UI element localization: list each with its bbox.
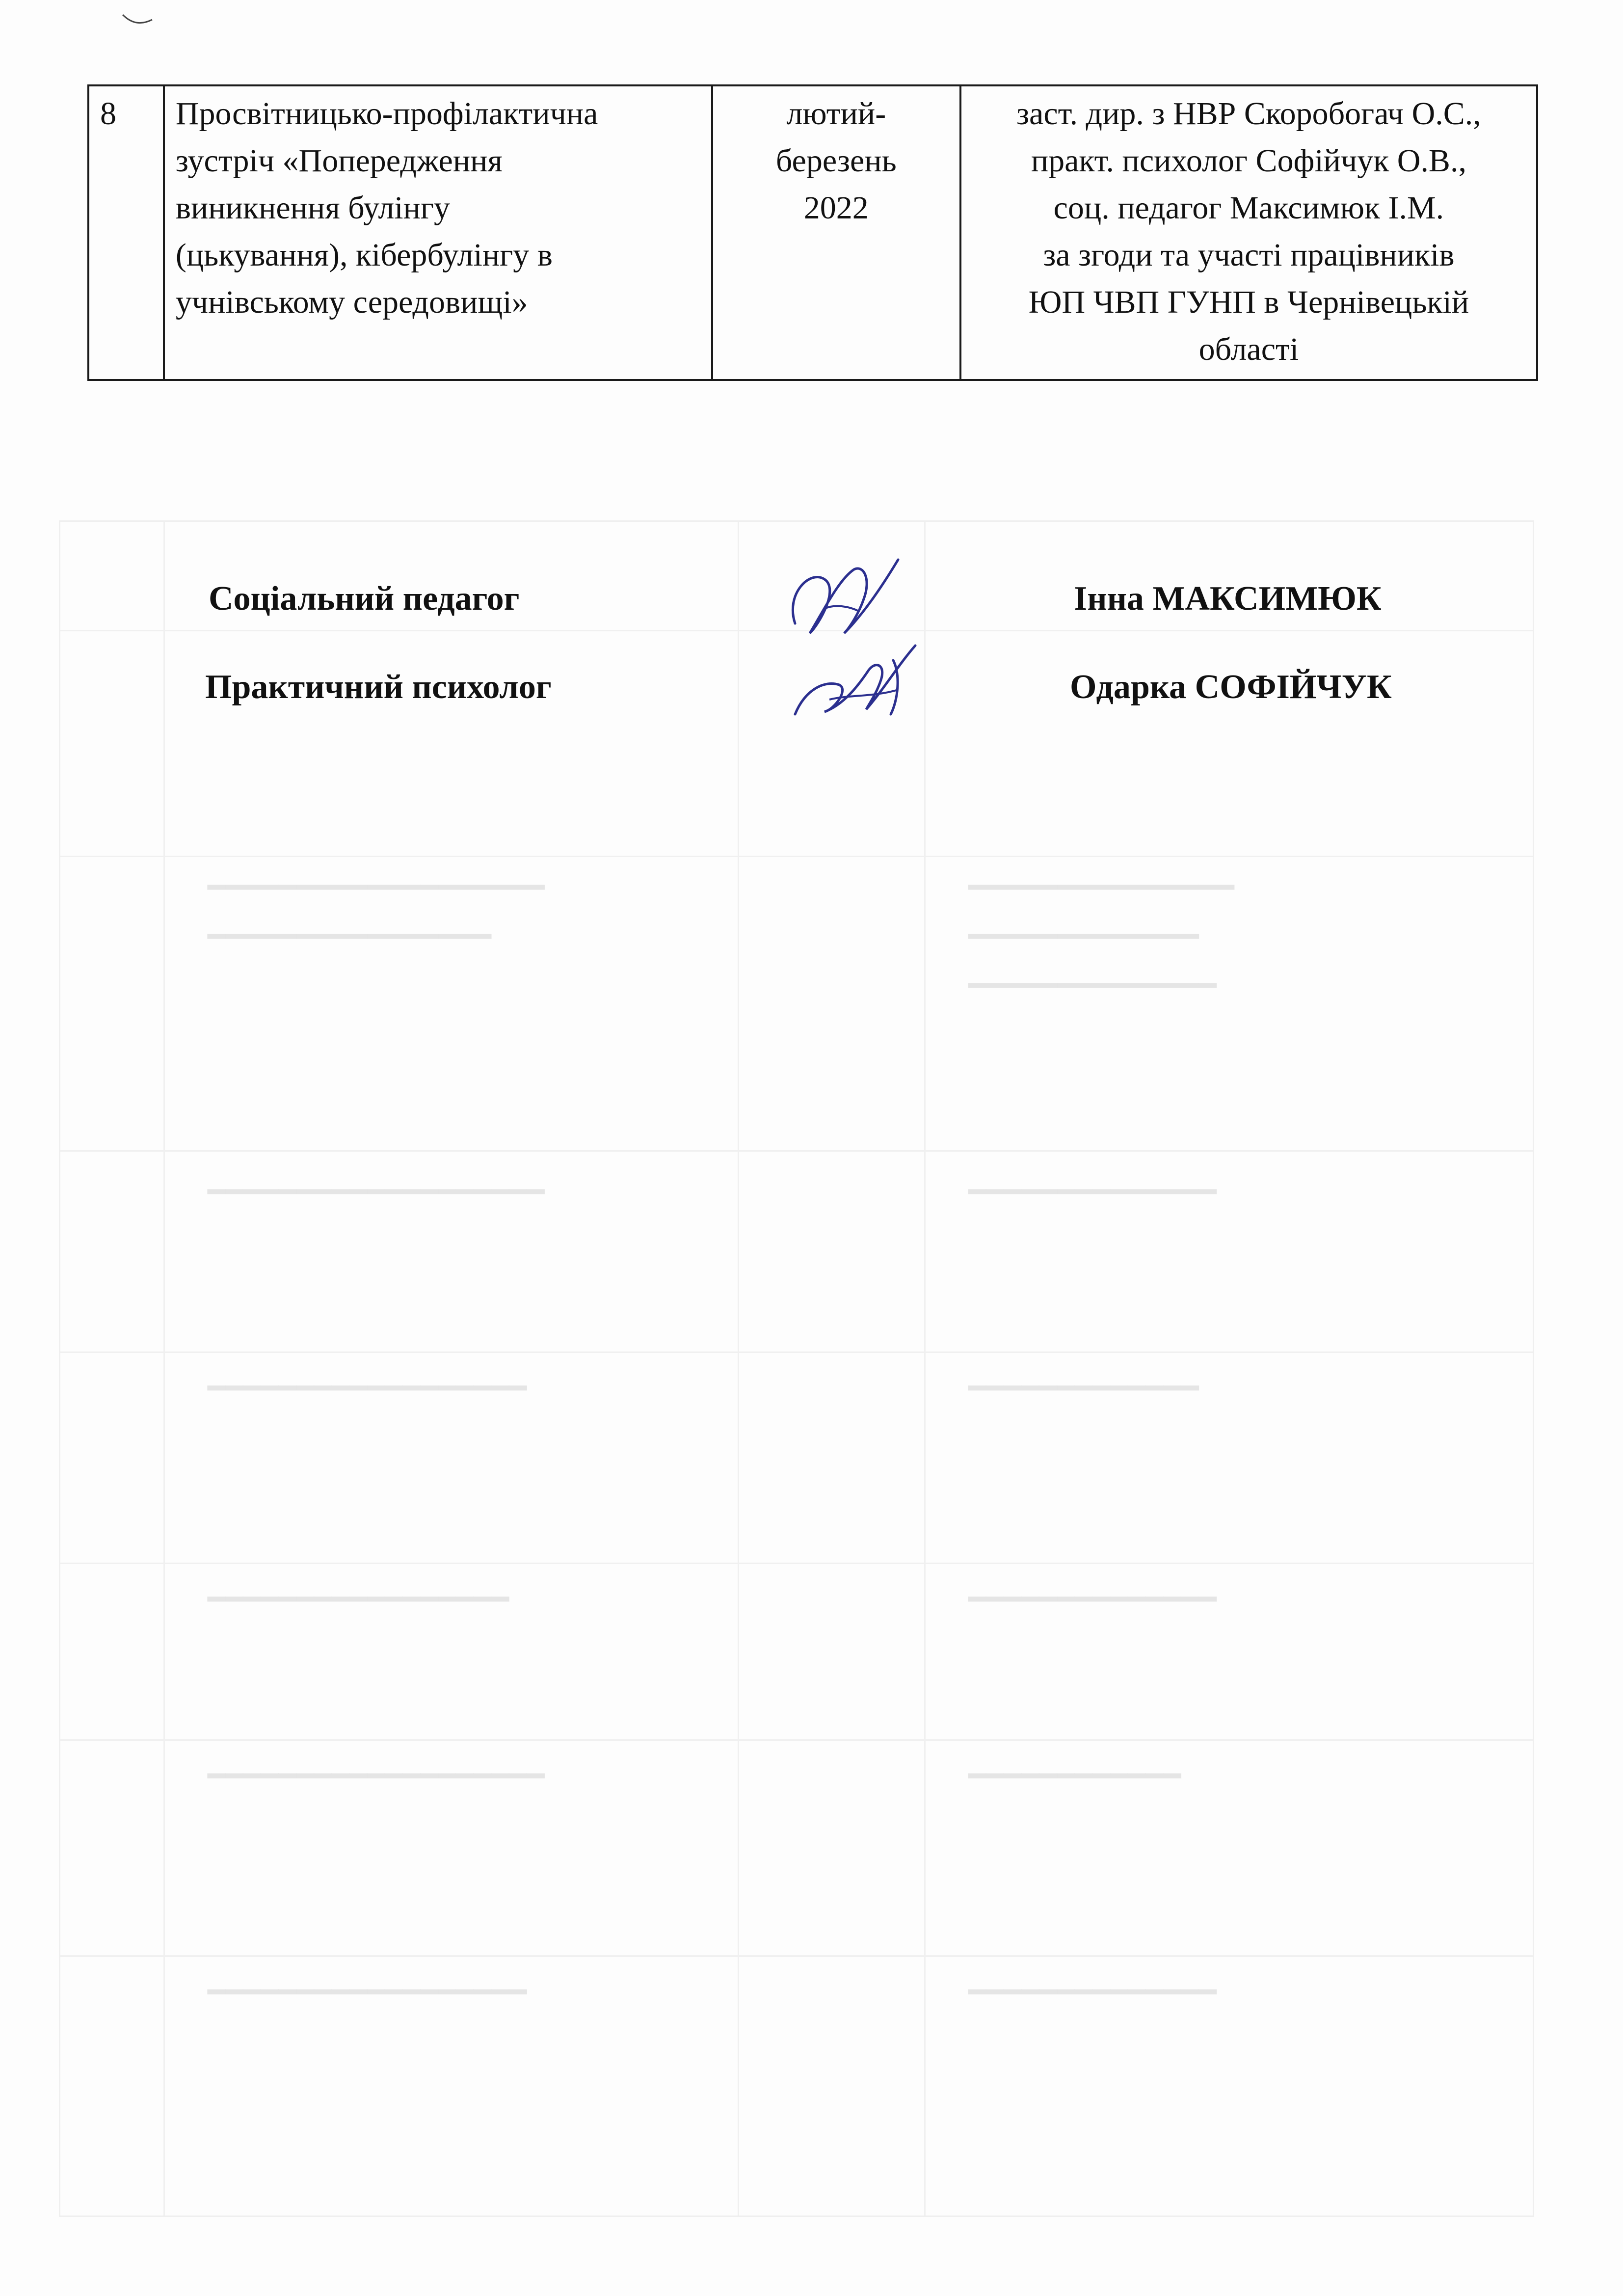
social-teacher-name: Інна МАКСИМЮК	[1074, 580, 1382, 618]
reverse-side-bleed-through: ━━━━━━━━━━━━━━━ ━━━━━━━━━━━━━ ━━━━━━━━━━━━━━ ━━━━━━━━━━━━━━━━━━━ ━━━━━━━━━━━━━━━━ ━━━━━━━━━━━━━━ ━━━━━━━━━━━━━━━━━━━ ━━━━━━━━━━━━━ ━━━━━━━━━━━━━━━━━━ ━━━━━━━━━━━━━━ ━━━━━━━━━━━━━━━━━ ━━━━━━━━━━━━ ━━━━━━━━━━━━━━━━━━━ ━━━━━━━━━━━━━━ ━━━━━━━━━━━━━━━━━━	[59, 520, 1534, 2217]
row-number: 8	[100, 96, 116, 132]
scan-mark	[118, 10, 157, 34]
event-term: лютий- березень 2022	[775, 96, 897, 226]
row-number-cell	[88, 85, 164, 380]
event-description: Просвітницько-профілактична зустріч «Попередження виникнення булінгу (цькування), кібербулінгу в учнівському середовищі»	[175, 96, 598, 320]
psychologist-name: Одарка СОФІЙЧУК	[1070, 668, 1392, 706]
table-row	[88, 85, 1537, 380]
psychologist-signature	[775, 631, 942, 739]
responsible-persons-cell	[960, 85, 1537, 380]
social-teacher-title: Соціальний педагог	[209, 580, 520, 618]
psychologist-title: Практичний психолог	[205, 668, 552, 706]
event-description-cell	[164, 85, 712, 380]
event-term-cell	[712, 85, 960, 380]
plan-table	[87, 84, 1538, 381]
responsible-persons: заст. дир. з НВР Скоробогач О.С., практ. психолог Софійчук О.В., соц. педагог Максимюк І.М. за згоди та участі працівників ЮП ЧВП ГУНП в Чернівецькій області	[1016, 96, 1481, 367]
